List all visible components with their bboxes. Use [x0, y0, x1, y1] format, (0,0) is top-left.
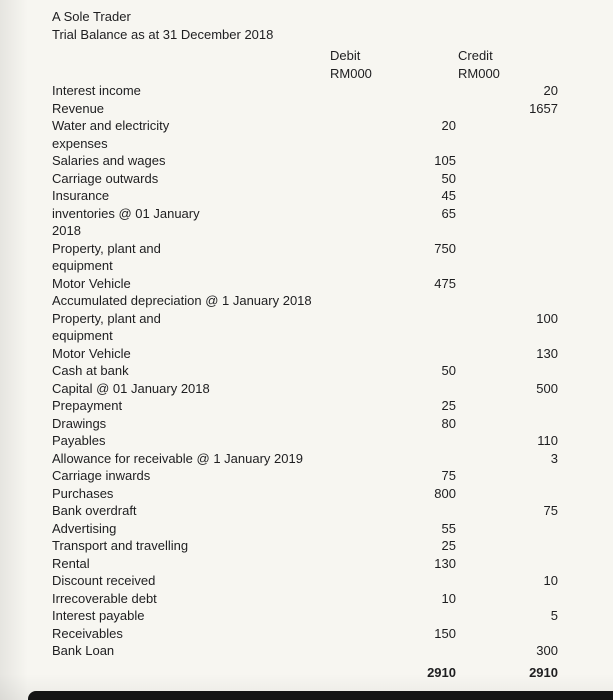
- account-label-line: Receivables: [52, 625, 123, 641]
- credit-column-header: Credit: [458, 48, 493, 63]
- debit-value: 50: [441, 363, 456, 378]
- debit-value: 10: [441, 590, 456, 606]
- credit-value: 300: [536, 643, 558, 658]
- debit-value: 475: [434, 275, 456, 291]
- table-row: [52, 607, 558, 625]
- debit-value: 150: [434, 625, 456, 641]
- table-row: [52, 415, 558, 433]
- table-row: [52, 642, 558, 660]
- debit-value: 55: [441, 520, 456, 536]
- debit-value: 75: [441, 468, 456, 483]
- account-label-line: Carriage outwards: [52, 170, 159, 186]
- account-label: [52, 380, 330, 398]
- credit-value: 1657: [529, 100, 558, 116]
- account-label-line: Revenue: [52, 100, 105, 116]
- credit-value: 20: [543, 83, 558, 98]
- credit-value: 110: [537, 433, 558, 448]
- table-row: [52, 502, 558, 520]
- credit-value: 3: [550, 450, 558, 466]
- credit-value: 100: [536, 310, 558, 326]
- account-label: [52, 187, 330, 205]
- account-column-spacer: [52, 47, 330, 82]
- credit-value: 10: [543, 573, 558, 588]
- totals-row: [52, 664, 558, 682]
- table-row: [52, 380, 558, 398]
- table-row: [52, 362, 558, 380]
- debit-value: 45: [441, 188, 456, 203]
- account-label-line: Carriage inwards: [52, 468, 151, 483]
- total-credit: 2910: [529, 664, 558, 680]
- table-row: [52, 275, 558, 293]
- account-label-line: Discount received: [52, 573, 156, 588]
- credit-column-header-cell: [458, 47, 558, 82]
- table-row: [52, 397, 558, 415]
- scan-edge-shadow: [28, 691, 613, 700]
- account-label-line: equipment: [52, 258, 113, 273]
- debit-value: 25: [441, 398, 456, 413]
- account-label-line: Purchases: [52, 485, 114, 501]
- table-row: [52, 292, 558, 310]
- column-headers: [52, 47, 558, 82]
- debit-value: 25: [441, 538, 456, 553]
- account-label-line: Bank overdraft: [52, 503, 137, 518]
- account-label-line: Transport and travelling: [52, 538, 189, 553]
- account-label: [52, 82, 330, 100]
- table-row: [52, 450, 558, 468]
- account-label: [52, 537, 330, 555]
- account-label-line: Accumulated depreciation @ 1 January 2018: [52, 293, 312, 308]
- table-row: [52, 432, 558, 450]
- account-label: [52, 292, 330, 310]
- account-label: [52, 205, 330, 240]
- table-row: [52, 170, 558, 188]
- account-label: [52, 502, 330, 520]
- account-label: [52, 432, 330, 450]
- debit-value: 20: [441, 118, 456, 133]
- account-label-line: inventories @ 01 January: [52, 205, 200, 221]
- account-label: [52, 275, 330, 293]
- account-label-line: Irrecoverable debt: [52, 590, 157, 606]
- account-label: [52, 397, 330, 415]
- account-label: [52, 310, 330, 345]
- table-row: [52, 117, 558, 152]
- debit-value: 750: [434, 240, 456, 256]
- table-row: [52, 82, 558, 100]
- account-label-line: Advertising: [52, 520, 117, 536]
- account-label-line: 2018: [52, 223, 81, 238]
- document-title: A Sole Trader: [52, 9, 131, 24]
- table-row: [52, 467, 558, 485]
- account-label: [52, 467, 330, 485]
- account-label-line: Payables: [52, 433, 106, 448]
- table-row: [52, 310, 558, 345]
- debit-value: 65: [441, 205, 456, 221]
- account-label-line: Allowance for receivable @ 1 January 2019: [52, 450, 303, 466]
- table-row: [52, 152, 558, 170]
- credit-column-unit: RM000: [458, 65, 500, 81]
- table-row: [52, 187, 558, 205]
- debit-value: 80: [441, 415, 456, 431]
- account-label-line: Bank Loan: [52, 643, 115, 658]
- table-row: [52, 625, 558, 643]
- account-label-line: Interest income: [52, 83, 141, 98]
- credit-value: 500: [536, 380, 558, 396]
- debit-value: 800: [434, 485, 456, 501]
- account-label: [52, 100, 330, 118]
- account-label: [52, 362, 330, 380]
- table-row: [52, 537, 558, 555]
- account-label-line: Water and electricity: [52, 118, 170, 133]
- account-label-line: Salaries and wages: [52, 153, 166, 168]
- total-debit: 2910: [427, 664, 456, 680]
- debit-column-header: Debit: [330, 48, 361, 63]
- account-label: [52, 170, 330, 188]
- debit-value: 50: [441, 170, 456, 186]
- account-label: [52, 590, 330, 608]
- credit-value: 130: [536, 345, 558, 361]
- account-label: [52, 607, 330, 625]
- account-label-line: Property, plant and: [52, 310, 161, 326]
- table-row: [52, 572, 558, 590]
- account-label-line: expenses: [52, 135, 108, 151]
- account-label-line: Drawings: [52, 415, 107, 431]
- account-label: [52, 555, 330, 573]
- account-label: [52, 642, 330, 660]
- account-label-line: Property, plant and: [52, 240, 161, 256]
- table-row: [52, 100, 558, 118]
- document-subtitle: Trial Balance as at 31 December 2018: [52, 26, 274, 42]
- account-label: [52, 572, 330, 590]
- table-row: [52, 345, 558, 363]
- table-row: [52, 590, 558, 608]
- table-row: [52, 555, 558, 573]
- credit-value: 5: [550, 608, 558, 623]
- account-label: [52, 520, 330, 538]
- debit-column-header-cell: [330, 47, 458, 82]
- debit-value: 130: [434, 555, 456, 571]
- table-row: [52, 205, 558, 240]
- account-label: [52, 625, 330, 643]
- table-row: [52, 485, 558, 503]
- account-label-line: Insurance: [52, 188, 110, 203]
- account-label: [52, 485, 330, 503]
- account-label-line: equipment: [52, 328, 113, 343]
- trial-balance-rows: [52, 82, 558, 660]
- account-label-line: Interest payable: [52, 608, 145, 623]
- account-label: [52, 345, 330, 363]
- account-label-line: Rental: [52, 555, 90, 571]
- account-label: [52, 117, 330, 152]
- account-label-line: Motor Vehicle: [52, 275, 131, 291]
- account-label: [52, 415, 330, 433]
- account-label-line: Capital @ 01 January 2018: [52, 380, 210, 396]
- credit-value: 75: [543, 503, 558, 518]
- debit-column-unit: RM000: [330, 65, 372, 81]
- table-row: [52, 520, 558, 538]
- account-label: [52, 450, 330, 468]
- account-label-line: Cash at bank: [52, 363, 129, 378]
- debit-value: 105: [434, 153, 456, 168]
- account-label-line: Prepayment: [52, 398, 123, 413]
- table-row: [52, 240, 558, 275]
- account-label-line: Motor Vehicle: [52, 345, 131, 361]
- account-label: [52, 240, 330, 275]
- account-label: [52, 152, 330, 170]
